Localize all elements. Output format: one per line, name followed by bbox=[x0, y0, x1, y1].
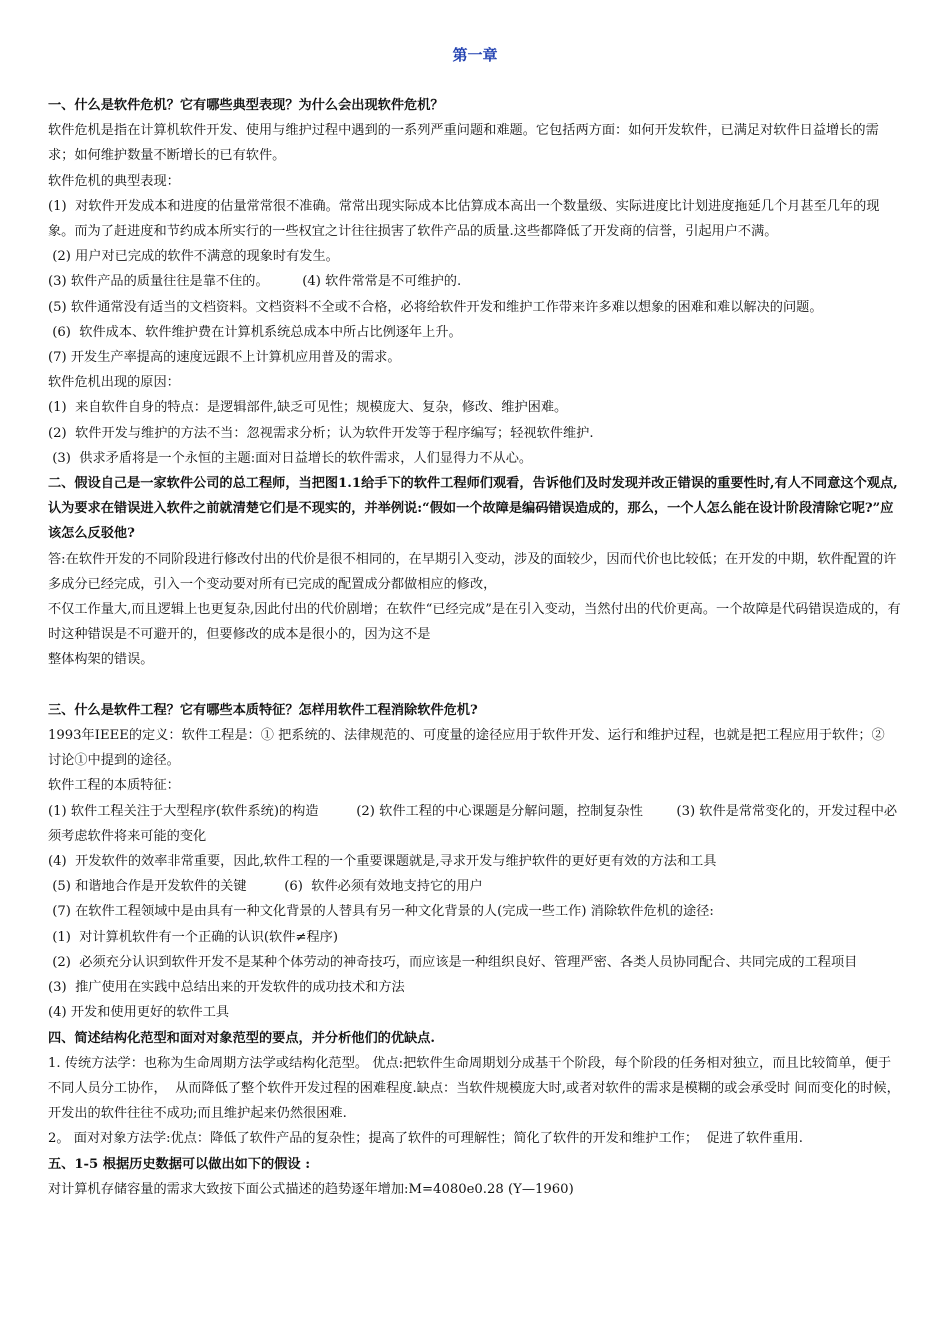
body-paragraph: (3) 供求矛盾将是一个永恒的主题:面对日益增长的软件需求，人们显得力不从心。 bbox=[48, 450, 533, 466]
body-paragraph: 软件危机是指在计算机软件开发、使用与维护过程中遇到的一系列严重问题和难题。它包括两方面：如何开发软件，已满足对软件日益增长的需求；如何维护数量不断增长的已有软件。 bbox=[48, 123, 879, 164]
body-paragraph: 1993年IEEE的定义：软件工程是：① 把系统的、法律规范的、可度量的途径应用于软件开发、运行和维护过程，也就是把工程应用于软件；② 讨论①中提到的途径。 bbox=[48, 728, 889, 769]
body-paragraph: (1) 对软件开发成本和进度的估量常常很不准确。常常出现实际成本比估算成本高出一个数量级、实际进度比计划进度拖延几个月甚至几年的现象。而为了赶进度和节约成本所实行的一些权宜之计往往损害了软件产品的质量.这些都降低了开发商的信誉，引起用户不满。 bbox=[48, 198, 880, 240]
document-body bbox=[48, 93, 902, 1202]
body-paragraph: (4) 开发软件的效率非常重要，因此,软件工程的一个重要课题就是,寻求开发与维护软件的更好更有效的方法和工具 bbox=[48, 854, 717, 870]
chapter-title: 第一章 bbox=[452, 46, 498, 64]
body-paragraph: (7) 开发生产率提高的速度远跟不上计算机应用普及的需求。 bbox=[48, 350, 401, 366]
body-paragraph: 1. 传统方法学：也称为生命周期方法学或结构化范型。 优点:把软件生命周期划分成基干个阶段，每个阶段的任务相对独立，而且比较简单，便于不同人员分工协作， 从而降低了整个软件开发过程的困难程度.缺点：当软件规模庞大时,或者对软件的需求是模糊的或会承受时 间而变化的时候，开发出的软件往往不成功;而且维护起来仍然很困难. bbox=[48, 1055, 900, 1122]
body-paragraph: (2) 用户对已完成的软件不满意的现象时有发生。 bbox=[48, 249, 339, 265]
blank-line bbox=[48, 673, 902, 698]
body-paragraph: (1) 软件工程关注于大型程序(软件系统)的构造 (2) 软件工程的中心课题是分解问题，控制复杂性 (3) 软件是常常变化的，开发过程中必须考虑软件将来可能的变化 bbox=[48, 803, 898, 844]
body-paragraph: 答:在软件开发的不同阶段进行修改付出的代价是很不相同的，在早期引入变动，涉及的面较少，因而代价也比较低；在开发的中期，软件配置的许多成分已经完成，引入一个变动要对所有已完成的配置成分都做相应的修改， bbox=[48, 551, 897, 592]
body-paragraph: (3) 推广使用在实践中总结出来的开发软件的成功技术和方法 bbox=[48, 980, 405, 996]
body-paragraph: 2。 面对对象方法学:优点：降低了软件产品的复杂性；提高了软件的可理解性；简化了软件的开发和维护工作； 促进了软件重用. bbox=[48, 1131, 803, 1147]
body-paragraph: (1) 来自软件自身的特点：是逻辑部件,缺乏可见性；规模庞大、复杂，修改、维护困难。 bbox=[48, 400, 568, 416]
body-paragraph: 软件危机的典型表现： bbox=[48, 173, 180, 189]
body-paragraph: 软件危机出现的原因： bbox=[48, 375, 180, 391]
body-paragraph: 不仅工作量大,而且逻辑上也更复杂,因此付出的代价剧增；在软件“已经完成”是在引入变动，当然付出的代价更高。一个故障是代码错误造成的，有时这种错误是不可避开的，但要修改的成本是很小的，因为这不是 bbox=[48, 602, 901, 643]
body-paragraph: (7) 在软件工程领域中是由具有一种文化背景的人替具有另一种文化背景的人(完成一些工作) 消除软件危机的途径: bbox=[48, 904, 714, 920]
body-paragraph: 对计算机存储容量的需求大致按下面公式描述的趋势逐年增加:M=4080e0.28 (Y—1960) bbox=[48, 1181, 574, 1197]
body-paragraph: 软件工程的本质特征： bbox=[48, 778, 180, 794]
body-paragraph: (3) 软件产品的质量往往是靠不住的。 (4) 软件常常是不可维护的. bbox=[48, 274, 462, 290]
body-paragraph: 整体构架的错误。 bbox=[48, 652, 154, 668]
body-paragraph: (1) 对计算机软件有一个正确的认识(软件≠程序) bbox=[48, 929, 338, 945]
body-paragraph: (2) 必须充分认识到软件开发不是某种个体劳动的神奇技巧，而应该是一种组织良好、管理严密、各类人员协同配合、共同完成的工程项目 bbox=[48, 954, 858, 970]
question-heading: 三、什么是软件工程？它有哪些本质特征？怎样用软件工程消除软件危机? bbox=[48, 702, 478, 718]
question-heading: 五、1-5 根据历史数据可以做出如下的假设 : bbox=[48, 1156, 311, 1172]
question-heading: 四、简述结构化范型和面对对象范型的要点，并分析他们的优缺点. bbox=[48, 1030, 436, 1046]
body-paragraph: (4) 开发和使用更好的软件工具 bbox=[48, 1005, 230, 1021]
question-heading: 二、假设自己是一家软件公司的总工程师，当把图1.1给手下的软件工程师们观看，告诉他们及时发现并改正错误的重要性时,有人不同意这个观点,认为要求在错误进入软件之前就清楚它们是不现实的，并举例说:“假如一个故障是编码错误造成的，那么，一个人怎么能在设计阶段清除它呢?”应该怎么反驳他? bbox=[48, 476, 898, 542]
body-paragraph: (6) 软件成本、软件维护费在计算机系统总成本中所占比例逐年上升。 bbox=[48, 324, 462, 340]
question-heading: 一、什么是软件危机？它有哪些典型表现？为什么会出现软件危机？ bbox=[48, 98, 444, 113]
body-paragraph: (2) 软件开发与维护的方法不当：忽视需求分析；认为软件开发等于程序编写；轻视软件维护. bbox=[48, 425, 594, 441]
body-paragraph: (5) 和谐地合作是开发软件的关键 (6) 软件必须有效地支持它的用户 bbox=[48, 879, 483, 895]
body-paragraph: (5) 软件通常没有适当的文档资料。文档资料不全或不合格，必将给软件开发和维护工作带来许多难以想象的困难和难以解决的问题。 bbox=[48, 299, 823, 315]
